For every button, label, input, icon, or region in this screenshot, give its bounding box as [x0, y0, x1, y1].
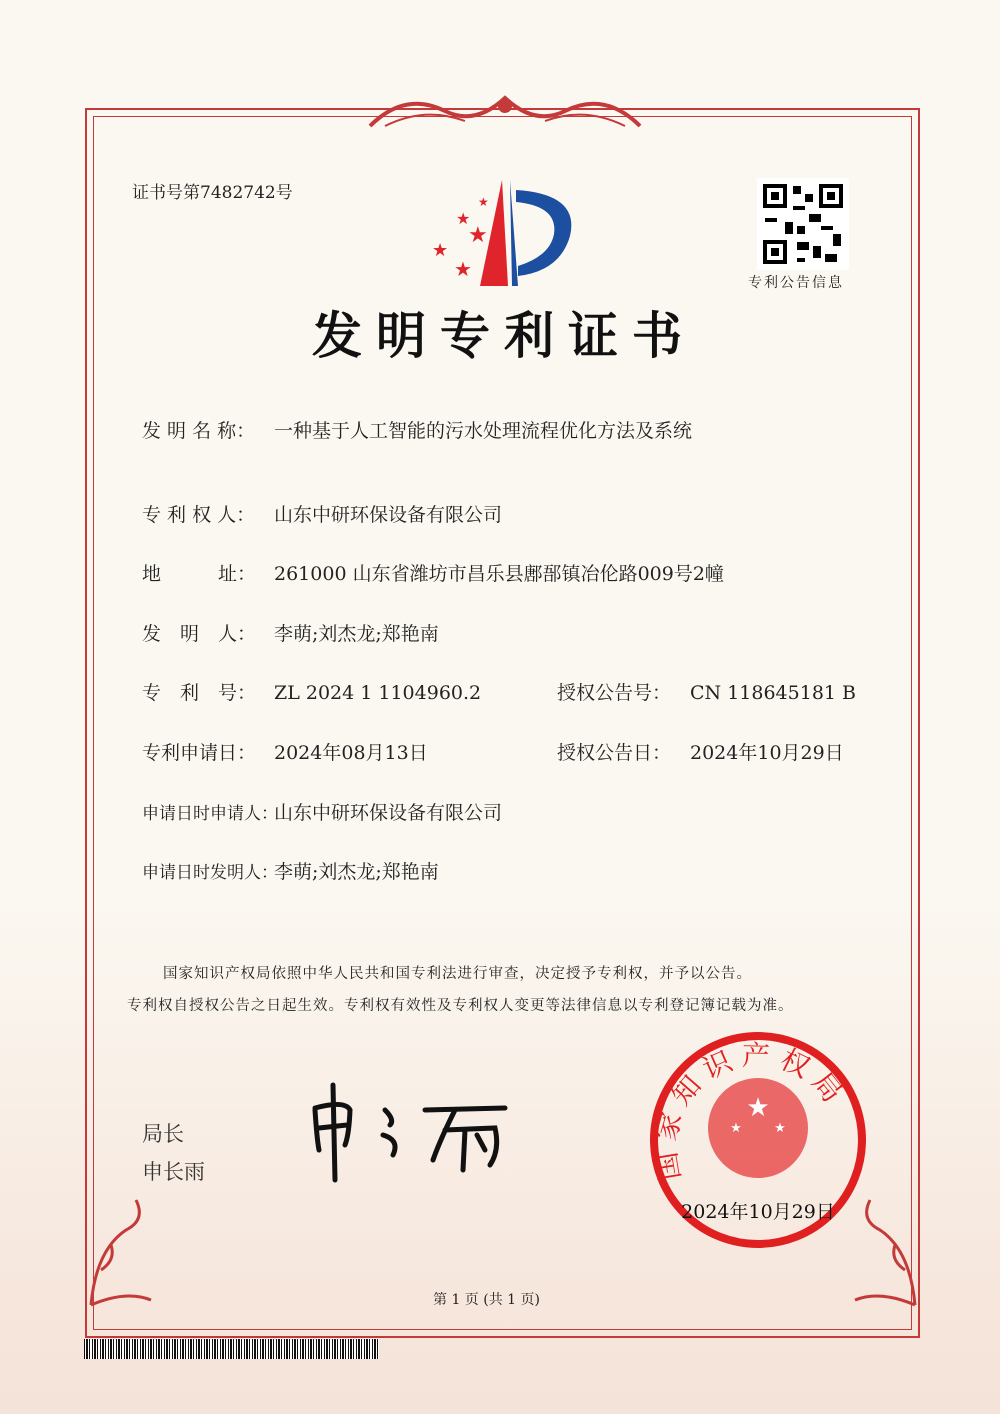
- page-title: 发明专利证书: [312, 307, 696, 365]
- field-value: 2024年10月29日: [690, 742, 844, 764]
- cnipa-logo: [430, 176, 580, 288]
- qr-label: 专利公告信息: [748, 275, 844, 291]
- qr-code[interactable]: [757, 178, 849, 270]
- field-applicant-at-filing: [142, 798, 502, 825]
- field-grant-publication-date: [557, 738, 844, 765]
- svg-text:★: ★: [456, 209, 471, 228]
- field-label: 专 利 号：: [142, 682, 257, 704]
- top-ornament: [365, 86, 645, 132]
- field-value: CN 118645181 B: [690, 682, 856, 704]
- certificate-number: 证书号第7482742号: [132, 183, 293, 203]
- svg-text:★: ★: [746, 1093, 770, 1123]
- field-value: 山东中研环保设备有限公司: [274, 802, 503, 824]
- corner-ornament-right: [850, 1190, 920, 1310]
- field-label: 专 利 权 人：: [142, 504, 256, 526]
- page-info: 第 1 页 (共 1 页): [433, 1292, 540, 1308]
- field-label: 地 址：: [142, 563, 257, 585]
- official-seal: [646, 1028, 870, 1252]
- director: [142, 1115, 205, 1191]
- field-value: 261000 山东省潍坊市昌乐县鄌郚镇冶伦路009号2幢: [274, 563, 724, 585]
- field-label: 授权公告日：: [557, 742, 672, 764]
- seal-date: 2024年10月29日: [681, 1201, 835, 1223]
- field-inventors: [142, 619, 439, 646]
- barcode: [84, 1339, 379, 1359]
- svg-text:★: ★: [774, 1121, 786, 1136]
- field-label: 申请日时申请人：: [142, 804, 278, 824]
- field-grant-publication-number: [557, 678, 856, 705]
- field-application-date: [142, 738, 428, 765]
- field-inventors-at-filing: [142, 857, 439, 884]
- field-label: 申请日时发明人：: [142, 863, 278, 883]
- field-patentee: [142, 500, 502, 527]
- notice-line-1: 国家知识产权局依照中华人民共和国专利法进行审查，决定授予专利权，并予以公告。: [163, 966, 752, 982]
- director-title: 局长: [142, 1122, 184, 1146]
- field-patent-number: [142, 678, 481, 705]
- notice-line-2: 专利权自授权公告之日起生效。专利权有效性及专利权人变更等法律信息以专利登记簿记载为准。: [127, 998, 794, 1014]
- seal-text: 国家知识产权局: [648, 1038, 854, 1183]
- field-value: ZL 2024 1 1104960.2: [274, 682, 482, 704]
- svg-text:★: ★: [454, 257, 472, 281]
- field-label: 授权公告号：: [557, 682, 672, 704]
- field-label: 专利申请日：: [142, 742, 257, 764]
- field-value: 李萌;刘杰龙;郑艳南: [274, 861, 439, 883]
- field-label: 发 明 人：: [142, 623, 257, 645]
- svg-text:★: ★: [730, 1121, 742, 1136]
- director-name: 申长雨: [142, 1160, 205, 1184]
- svg-text:★: ★: [432, 240, 449, 261]
- field-value: 李萌;刘杰龙;郑艳南: [274, 623, 439, 645]
- field-value: 山东中研环保设备有限公司: [274, 504, 503, 526]
- svg-text:★: ★: [468, 223, 488, 248]
- field-address: [142, 559, 724, 586]
- field-value: 2024年08月13日: [274, 742, 428, 764]
- field-label: 发 明 名 称：: [142, 420, 256, 442]
- svg-text:★: ★: [478, 195, 489, 209]
- field-value: 一种基于人工智能的污水处理流程优化方法及系统: [274, 420, 693, 442]
- corner-ornament-left: [86, 1190, 156, 1310]
- field-invention-name: [142, 416, 692, 443]
- director-signature: [305, 1080, 520, 1185]
